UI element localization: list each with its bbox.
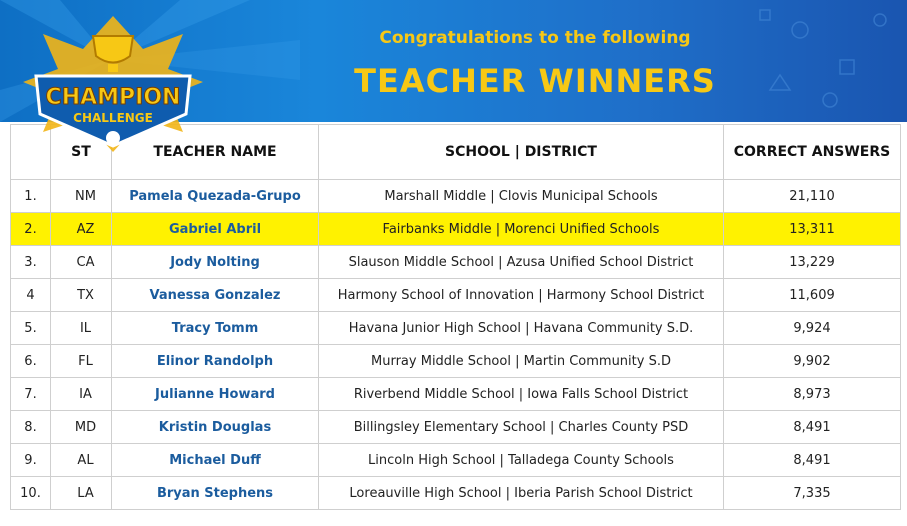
table-row xyxy=(11,444,901,477)
header-teacher-name: TEACHER NAME xyxy=(112,125,319,180)
answers-cell: 9,902 xyxy=(724,345,901,378)
winners-table xyxy=(10,124,901,510)
answers-cell: 13,229 xyxy=(724,246,901,279)
rank-cell: 1. xyxy=(11,180,51,213)
page-title: TEACHER WINNERS xyxy=(354,62,716,100)
rank-cell: 4 xyxy=(11,279,51,312)
rank-cell: 2. xyxy=(11,213,51,246)
header-correct-answers: CORRECT ANSWERS xyxy=(724,125,901,180)
rank-cell: 7. xyxy=(11,378,51,411)
answers-cell: 9,924 xyxy=(724,312,901,345)
state-cell: FL xyxy=(51,345,112,378)
school-cell: Harmony School of Innovation | Harmony School District xyxy=(319,279,724,312)
state-cell: AL xyxy=(51,444,112,477)
teacher-name-cell: Tracy Tomm xyxy=(112,312,319,345)
answers-cell: 8,973 xyxy=(724,378,901,411)
teacher-name-cell: Bryan Stephens xyxy=(112,477,319,510)
state-cell: AZ xyxy=(51,213,112,246)
rank-cell: 9. xyxy=(11,444,51,477)
rank-cell: 6. xyxy=(11,345,51,378)
school-cell: Billingsley Elementary School | Charles County PSD xyxy=(319,411,724,444)
rank-cell: 10. xyxy=(11,477,51,510)
teacher-name-cell: Vanessa Gonzalez xyxy=(112,279,319,312)
state-cell: NM xyxy=(51,180,112,213)
table-row xyxy=(11,345,901,378)
answers-cell: 21,110 xyxy=(724,180,901,213)
subtitle-text: Congratulations to the following xyxy=(379,28,691,48)
champion-challenge-logo xyxy=(18,14,208,154)
school-cell: Riverbend Middle School | Iowa Falls School District xyxy=(319,378,724,411)
answers-cell: 8,491 xyxy=(724,411,901,444)
rank-cell: 3. xyxy=(11,246,51,279)
rank-cell: 5. xyxy=(11,312,51,345)
teacher-name-cell: Julianne Howard xyxy=(112,378,319,411)
header-school-district: SCHOOL | DISTRICT xyxy=(319,125,724,180)
header-state: ST xyxy=(51,125,112,180)
answers-cell: 7,335 xyxy=(724,477,901,510)
school-cell: Marshall Middle | Clovis Municipal Schools xyxy=(319,180,724,213)
answers-cell: 8,491 xyxy=(724,444,901,477)
table-row-highlighted xyxy=(11,213,901,246)
state-cell: IA xyxy=(51,378,112,411)
table-row xyxy=(11,279,901,312)
state-cell: TX xyxy=(51,279,112,312)
answers-cell: 11,609 xyxy=(724,279,901,312)
state-cell: MD xyxy=(51,411,112,444)
teacher-name-cell: Kristin Douglas xyxy=(112,411,319,444)
rank-cell: 8. xyxy=(11,411,51,444)
logo-text-champion: CHAMPION xyxy=(45,85,181,110)
school-cell: Loreauville High School | Iberia Parish School District xyxy=(319,477,724,510)
school-cell: Fairbanks Middle | Morenci Unified Schools xyxy=(319,213,724,246)
teacher-name-cell: Michael Duff xyxy=(112,444,319,477)
answers-cell: 13,311 xyxy=(724,213,901,246)
logo-text-challenge: CHALLENGE xyxy=(73,111,153,125)
table-row xyxy=(11,411,901,444)
school-cell: Havana Junior High School | Havana Community S.D. xyxy=(319,312,724,345)
table-row xyxy=(11,246,901,279)
state-cell: CA xyxy=(51,246,112,279)
school-cell: Slauson Middle School | Azusa Unified School District xyxy=(319,246,724,279)
table-row xyxy=(11,378,901,411)
table-row xyxy=(11,477,901,510)
state-cell: LA xyxy=(51,477,112,510)
table-row xyxy=(11,312,901,345)
school-cell: Murray Middle School | Martin Community S.D xyxy=(319,345,724,378)
state-cell: IL xyxy=(51,312,112,345)
table-row xyxy=(11,180,901,213)
teacher-name-cell: Gabriel Abril xyxy=(112,213,319,246)
school-cell: Lincoln High School | Talladega County Schools xyxy=(319,444,724,477)
teacher-name-cell: Jody Nolting xyxy=(112,246,319,279)
teacher-name-cell: Pamela Quezada-Grupo xyxy=(112,180,319,213)
teacher-name-cell: Elinor Randolph xyxy=(112,345,319,378)
